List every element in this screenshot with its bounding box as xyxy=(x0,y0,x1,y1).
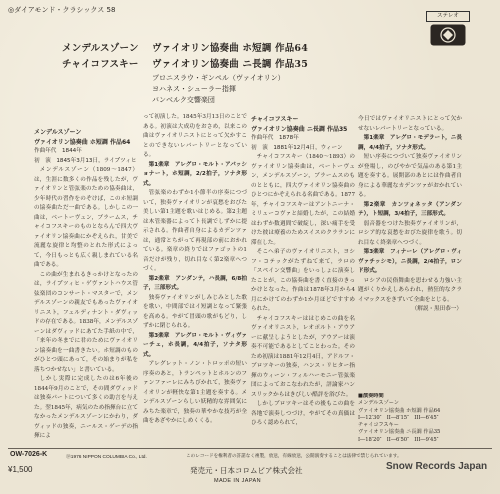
watermark-text: Snow Records Japan xyxy=(386,461,488,472)
movement-description: 短い序奏につづいて独奏ヴァイオリンが登場し，のびやかで気品のある第1主題を奏する。展開部のあとには作曲者自身による華麗なカデンツァがおかれている。 xyxy=(358,154,462,198)
catalog-number: OW-7026-K xyxy=(10,451,48,458)
premiere-info: 初 演 1881年12月4日，ウィーン xyxy=(251,144,343,151)
notes-column-1 xyxy=(34,128,138,446)
paragraph: この曲が生まれるきっかけとなったのは，ライプツィヒ・ゲヴァントハウス管弦楽団のコンサート・マスターで，メンデルスゾーンの親友でもあったヴァイオリニスト，フェルディナント・ダヴィッドの存在である。1838年，メンデルスゾーンはダヴィッドにあてた手紙の中で，「来年の冬までに君のためにヴァイオリン協奏曲を一曲書きたい。ホ短調のものがひとつ頭にあって，その始まりが私を落ちつかせない」と書いている。 xyxy=(34,271,138,373)
timing-values: I―12′30″ II―8′15″ III―6′45″ xyxy=(358,414,439,421)
movement-description: 管弦楽のわずか1小節半の序奏につづいて，独奏ヴァイオリンが哀愁をおびた美しい第1主題を歌いはじめる。第2主題は木管楽器によってト長調でしずかに提示される。作曲者自身によるカデンツァは，通常とちがって再現部の前におかれている。楽章の終りではファゴットの1音だけが残り，切れ目なく第2楽章へつづく。 xyxy=(143,190,247,272)
paragraph-continuation: って初演した。1845年3月13日のことである。初演は大成功をおさめ，以来この曲はヴァイオリニストにとって欠かすことのできないレパートリーとなっている。 xyxy=(143,114,247,158)
section-composer: チャイコフスキー xyxy=(251,116,299,123)
timing-values: I―18′20″ II―6′50″ III―9′45″ xyxy=(358,436,439,443)
movement-heading: 第1楽章 アレグロ・モデラート，ニ長調，4/4拍子，ソナタ形式。 xyxy=(358,135,462,151)
performer-orchestra: バンベルク交響楽団 xyxy=(152,96,215,104)
composition-date: 作曲年代 1878年 xyxy=(251,135,299,141)
section-work-title: ヴァイオリン協奏曲 ホ短調 作品64 xyxy=(34,138,131,146)
stereo-badge: ステレオ xyxy=(426,11,470,22)
movement-description: 弱音器をつけた独奏ヴァイオリンが，ロシア的な哀愁をおびた旋律を歌う。切れ目なく終楽章へつづく。 xyxy=(358,220,462,246)
columbia-logo-icon xyxy=(430,24,466,46)
legal-fine-print: このレコードを権利者の許諾なく複製，放送，有線放送，公開演奏することは法律で禁じられています。 xyxy=(186,454,402,459)
performance-time-box xyxy=(358,393,462,446)
made-in-label: MADE IN JAPAN xyxy=(214,478,261,484)
section-work-title: ヴァイオリン協奏曲 ニ長調 作品35 xyxy=(251,125,348,133)
section-composer: メンデルスゾーン xyxy=(34,129,82,136)
movement-heading: 第2楽章 アンダンテ，ハ長調，6/8拍子，三部形式。 xyxy=(143,275,247,291)
footer-divider xyxy=(8,448,492,449)
movement-description: 独奏ヴァイオリンがしみじみとした歌を歌い，中間部ではイ短調となって緊張を高める。やがて冒頭の歌がもどり，しずかに閉じられる。 xyxy=(143,294,247,329)
performer-soloist: ブロニスラウ・ギンペル（ヴァイオリン） xyxy=(152,74,285,82)
paragraph-continuation: 今日ではヴァイオリニストにとって欠かせないレパートリーとなっている。 xyxy=(358,116,462,132)
timing-composer: チャイコフスキー xyxy=(358,422,399,429)
series-label: ◎ダイアモンド・クラシックス 58 xyxy=(8,6,116,14)
title-work-1: ヴァイオリン協奏曲 ホ短調 作品64 xyxy=(152,43,309,54)
movement-heading: 第1楽章 アレグロ・モルト・アパッショナート，ホ短調，2/2拍子，ソナタ形式。 xyxy=(143,161,247,187)
paragraph: チャイコフスキー（1840〜1893）のヴァイオリン協奏曲は，ベートーヴェン，メンデルスゾーン，ブラームスのものとともに，四大ヴァイオリン協奏曲のひとつにかぞえられる名曲である。1877年，チャイコフスキーはアントニーナ・ミリューコヴァと結婚したが，この結婚はわずか数週間で破綻し，深い痛手を受けた彼は療養のためスイスのクラランに滞在した。 xyxy=(251,154,355,246)
movement-heading: 第2楽章 カンツォネッタ（アンダンテ），ト短調，3/4拍子，三部形式。 xyxy=(358,201,462,217)
notes-column-4 xyxy=(358,115,462,330)
paragraph: メンデルスゾーン（1809〜1847）は，生涯に数多くの作品を残したが，ヴァイオリンと管弦楽のための協奏曲は，少年時代の習作をのぞけば，このホ短調の協奏曲ただ一曲である。しかしこの一曲は，ベートーヴェン，ブラームス，チャイコフスキーのものとならんで四大ヴァイオリン協奏曲にかぞえられ，甘美で流麗な旋律と均整のとれた形式によって，今日もっとも広く親しまれている名曲である。 xyxy=(34,167,138,268)
movement-description: ロシアの民俗舞曲を思わせる力強い主題がくりかえしあらわれ，熱狂的なクライマックスをきずいて全曲をとじる。 xyxy=(358,277,462,303)
notes-column-2 xyxy=(143,113,247,446)
timing-composer: メンデルスゾーン xyxy=(358,400,399,407)
paragraph: そこへ弟子のヴァイオリニスト，ヨシフ・コテックがたずねて来て，ラロの「スペイン交響曲」をいっしょに演奏したことが，この協奏曲を書く直接のきっかけとなった。作曲は1878年3月から4月にかけてのわずか1か月ほどですすめられた。 xyxy=(251,249,355,312)
title-composer-2: チャイコフスキー xyxy=(62,59,139,70)
movement-description: アレグレット・ノン・トロッポの短い序奏のあと，トランペットとホルンのファンファーレにみちびかれて，独奏ヴァイオリンが軽快な第1主題を奏する。メンデルスゾーンらしい妖精的な雰囲気にみちた楽章で，独奏の華やかな技巧が全曲をあざやかにしめくくる。 xyxy=(143,361,247,424)
paragraph: しかし実際に完成したのは6年後の1844年9月のことで，その間ダヴィッドは独奏パートについて多くの助言を与えた。翌1845年，病気のため指揮台に立てなかったメンデルスゾーンにかわり，ダヴィッドの独奏，ニールス・ゲーデの指揮によ xyxy=(34,376,138,439)
paragraph: チャイコフスキーははじめこの曲を名ヴァイオリニスト，レオポルト・アウアーに献呈しようとしたが，アウアーは演奏不可能であるとしてことわった。そのため初演は1881年12月4日，アドルフ・ブロツキーの独奏，ハンス・リヒター指揮のウィーン・フィルハーモニー管弦楽団によっておこなわれたが，評論家ハンスリックからはきびしい酷評を浴びた。 xyxy=(251,315,355,398)
movement-heading: 第3楽章 フィナーレ（アレグロ・ヴィヴァチッシモ），ニ長調，2/4拍子，ロンド形式。 xyxy=(358,249,462,274)
composition-date: 作曲年代 1844年 xyxy=(34,148,82,154)
notes-column-3 xyxy=(251,115,355,446)
premiere-info: 初 演 1845年3月13日，ライプツィヒ xyxy=(34,157,137,164)
title-composer-1: メンデルスゾーン xyxy=(62,43,139,54)
distributor-label: 発売元・日本コロムビア株式会社 xyxy=(190,466,303,475)
copyright-notice: ⓟ1976 NIPPON COLUMBIA Co., Ltd. xyxy=(66,455,147,460)
title-work-2: ヴァイオリン協奏曲 ニ長調 作品35 xyxy=(152,59,309,70)
movement-heading: 第3楽章 アレグロ・モルト・ヴィヴァーチェ，ホ長調，4/4拍子，ソナタ形式。 xyxy=(143,332,247,358)
performer-conductor: ヨハネス・シューラー指揮 xyxy=(152,85,236,93)
notes-author-credit: （解説・黒田恭一） xyxy=(411,306,462,312)
paragraph: しかしブロツキーはその後もこの曲を各地で演奏しつづけ，やがてその真価はひろく認められて， xyxy=(251,401,355,426)
timing-heading: ■演奏時間 xyxy=(358,393,384,399)
timing-work: ヴァイオリン協奏曲 ニ長調 作品35 xyxy=(358,429,441,436)
price-label: ¥1,500 xyxy=(8,465,33,474)
timing-work: ヴァイオリン協奏曲 ホ短調 作品64 xyxy=(358,407,441,414)
